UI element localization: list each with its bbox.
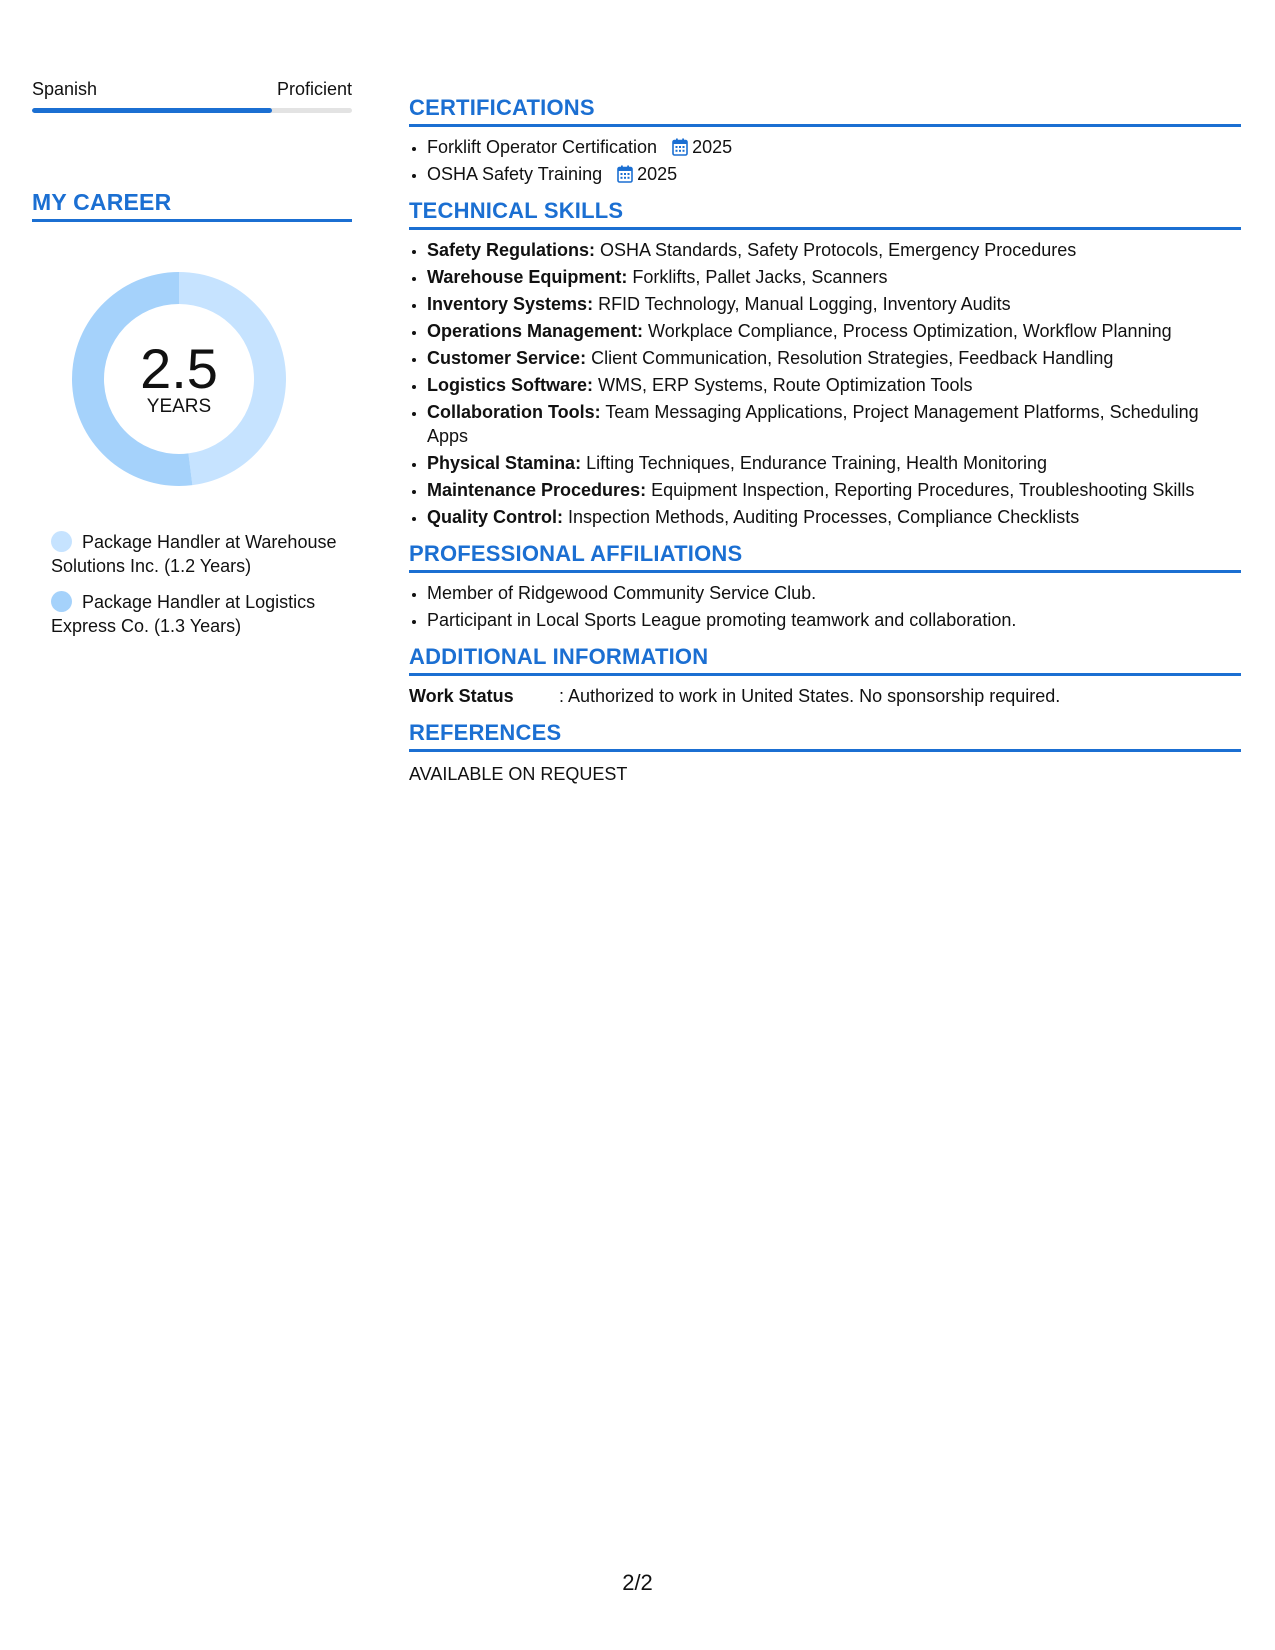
skill-name: Safety Regulations: bbox=[427, 240, 596, 260]
certification-item bbox=[427, 162, 1241, 186]
skill-name: Maintenance Procedures: bbox=[427, 480, 647, 500]
career-legend-item bbox=[51, 590, 341, 638]
certifications-section bbox=[409, 95, 1241, 186]
work-status-label: Work Status bbox=[409, 686, 514, 706]
certification-name: Forklift Operator Certification bbox=[427, 137, 658, 157]
affiliations-heading: PROFESSIONAL AFFILIATIONS bbox=[409, 541, 1241, 573]
technical-skills-list bbox=[409, 238, 1241, 529]
language-proficiency-bar bbox=[32, 108, 352, 113]
skill-name: Logistics Software: bbox=[427, 375, 594, 395]
page-number: 2/2 bbox=[622, 1570, 653, 1595]
career-heading: MY CAREER bbox=[32, 189, 352, 222]
language-proficiency-fill bbox=[32, 108, 272, 113]
affiliation-item: • Participant in Local Sports League promoting teamwork and collaboration. bbox=[427, 608, 1241, 632]
work-status-row bbox=[409, 684, 1241, 708]
career-legend bbox=[32, 530, 352, 638]
skill-detail: Lifting Techniques, Endurance Training, Health Monitoring bbox=[581, 453, 1048, 473]
skill-item bbox=[427, 373, 1241, 397]
skill-detail: Team Messaging Applications, Project Management Platforms, Scheduling Apps bbox=[427, 402, 1199, 446]
skill-name: Warehouse Equipment: bbox=[427, 267, 628, 287]
skill-name: Collaboration Tools: bbox=[427, 402, 601, 422]
calendar-icon bbox=[672, 138, 688, 156]
additional-info-heading: ADDITIONAL INFORMATION bbox=[409, 644, 1241, 676]
skill-detail: OSHA Standards, Safety Protocols, Emergency Procedures bbox=[595, 240, 1077, 260]
skill-name: Physical Stamina: bbox=[427, 453, 582, 473]
skill-item bbox=[427, 292, 1241, 316]
skill-name: Quality Control: bbox=[427, 507, 563, 527]
technical-skills-section bbox=[409, 198, 1241, 529]
work-status-value: : Authorized to work in United States. No sponsorship required. bbox=[559, 686, 1061, 706]
skill-item bbox=[427, 400, 1241, 448]
skill-name: Inventory Systems: bbox=[427, 294, 594, 314]
skill-item bbox=[427, 505, 1241, 529]
skill-detail: Equipment Inspection, Reporting Procedures, Troubleshooting Skills bbox=[646, 480, 1195, 500]
affiliation-item: • Member of Ridgewood Community Service Club. bbox=[427, 581, 1241, 605]
left-column bbox=[32, 78, 352, 650]
certification-name: OSHA Safety Training bbox=[427, 164, 603, 184]
certifications-list bbox=[409, 135, 1241, 186]
additional-info-section bbox=[409, 644, 1241, 708]
career-legend-item bbox=[51, 530, 341, 578]
career-total-unit: YEARS bbox=[146, 396, 212, 417]
skill-item bbox=[427, 238, 1241, 262]
skill-detail: Inspection Methods, Auditing Processes, Compliance Checklists bbox=[563, 507, 1080, 527]
language-entry bbox=[32, 78, 352, 113]
skill-detail: RFID Technology, Manual Logging, Inventory Audits bbox=[593, 294, 1011, 314]
career-donut-chart bbox=[66, 266, 292, 492]
skill-name: Customer Service: bbox=[427, 348, 587, 368]
skill-detail: WMS, ERP Systems, Route Optimization Tools bbox=[593, 375, 973, 395]
technical-skills-heading: TECHNICAL SKILLS bbox=[409, 198, 1241, 230]
career-total-value: 2.5 bbox=[140, 337, 218, 400]
language-level: Proficient bbox=[276, 79, 352, 99]
references-section bbox=[409, 720, 1241, 786]
language-name: Spanish bbox=[32, 79, 98, 99]
certification-year: 2025 bbox=[692, 137, 733, 157]
skill-item bbox=[427, 319, 1241, 343]
references-heading: REFERENCES bbox=[409, 720, 1241, 752]
skill-item bbox=[427, 346, 1241, 370]
skill-item bbox=[427, 265, 1241, 289]
career-legend-text: Package Handler at Warehouse Solutions Inc. (1.2 Years) bbox=[51, 532, 337, 576]
affiliations-section bbox=[409, 541, 1241, 632]
donut-center bbox=[66, 266, 292, 492]
certification-item bbox=[427, 135, 1241, 159]
skill-detail: Client Communication, Resolution Strategies, Feedback Handling bbox=[586, 348, 1114, 368]
legend-dot-icon bbox=[51, 531, 72, 552]
certification-year: 2025 bbox=[637, 164, 678, 184]
skill-detail: Forklifts, Pallet Jacks, Scanners bbox=[627, 267, 888, 287]
skill-detail: Workplace Compliance, Process Optimization, Workflow Planning bbox=[643, 321, 1172, 341]
skill-item bbox=[427, 451, 1241, 475]
skill-item bbox=[427, 478, 1241, 502]
affiliations-list bbox=[409, 581, 1241, 632]
right-column bbox=[409, 95, 1241, 798]
certifications-heading: CERTIFICATIONS bbox=[409, 95, 1241, 127]
calendar-icon bbox=[617, 165, 633, 183]
references-text: AVAILABLE ON REQUEST bbox=[409, 764, 628, 784]
legend-dot-icon bbox=[51, 591, 72, 612]
career-legend-text: Package Handler at Logistics Express Co. (1.3 Years) bbox=[51, 592, 316, 636]
skill-name: Operations Management: bbox=[427, 321, 644, 341]
language-row bbox=[32, 78, 352, 100]
